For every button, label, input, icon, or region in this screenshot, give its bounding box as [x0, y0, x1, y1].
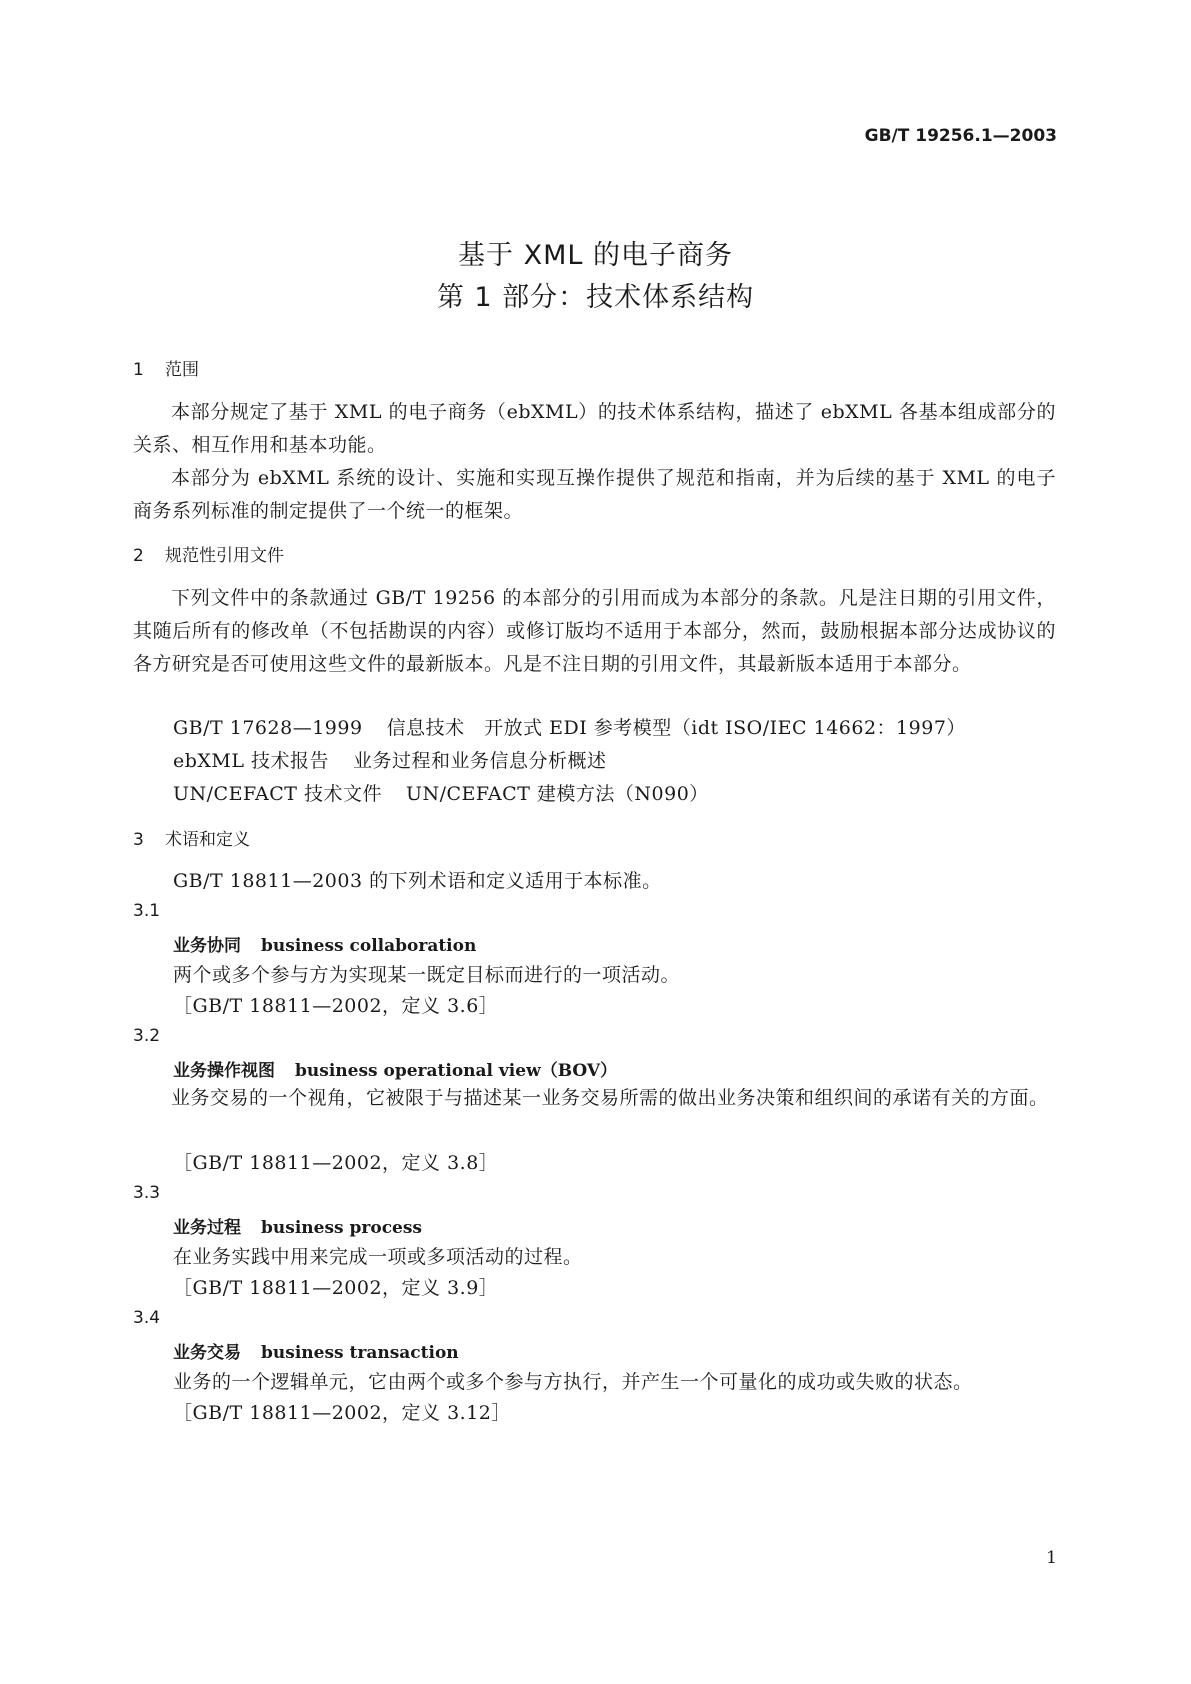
term-heading: [173, 1338, 459, 1363]
term-heading: [173, 1056, 617, 1081]
term-zh: 业务操作视图: [173, 1061, 275, 1081]
term-zh: 业务交易: [173, 1343, 241, 1363]
term-heading: [173, 1213, 422, 1238]
section-2-paragraph-1: 下列文件中的条款通过 GB/T 19256 的本部分的引用而成为本部分的条款。凡是注日期的引用文件，其随后所有的修改单（不包括勘误的内容）或修订版均不适用于本部分，然而，鼓励根据本部分达成协议的各方研究是否可使用这些文件的最新版本。凡是不注日期的引用文件，其最新版本适用于本部分。: [133, 587, 1056, 675]
document-title-line2: 第 1 部分：技术体系结构: [436, 282, 755, 313]
term-number: 3.1: [133, 901, 161, 921]
document-title-line1: 基于 XML 的电子商务: [458, 240, 733, 271]
reference-code: GB/T 17628—1999: [173, 717, 363, 739]
reference-item: [173, 713, 966, 740]
reference-title: UN/CEFACT 建模方法（N090）: [405, 783, 709, 805]
term-definition: 业务的一个逻辑单元，它由两个或多个参与方执行，并产生一个可量化的成功或失败的状态。: [173, 1371, 973, 1393]
section-3-heading: [133, 825, 250, 850]
reference-item: [173, 746, 607, 773]
section-title: 规范性引用文件: [165, 546, 284, 566]
section-title: 范围: [165, 360, 199, 380]
section-number: 2: [133, 546, 144, 566]
reference-title: 信息技术 开放式 EDI 参考模型（idt ISO/IEC 14662：1997）: [386, 717, 966, 739]
term-number: 3.2: [133, 1026, 161, 1046]
section-number: 1: [133, 360, 144, 380]
reference-code: ebXML 技术报告: [173, 750, 330, 772]
reference-item: [173, 779, 709, 806]
term-heading: [173, 931, 476, 956]
term-zh: 业务协同: [173, 936, 241, 956]
reference-code: UN/CEFACT 技术文件: [173, 783, 382, 805]
standard-code: GB/T 19256.1—2003: [864, 126, 1057, 146]
section-3-intro: GB/T 18811—2003 的下列术语和定义适用于本标准。: [173, 870, 662, 892]
term-definition: 两个或多个参与方为实现某一既定目标而进行的一项活动。: [173, 964, 681, 986]
reference-title: 业务过程和业务信息分析概述: [353, 750, 607, 772]
term-source: ［GB/T 18811—2002，定义 3.8］: [173, 1152, 499, 1174]
section-title: 术语和定义: [165, 830, 250, 850]
term-number: 3.3: [133, 1183, 161, 1203]
section-number: 3: [133, 830, 144, 850]
term-definition: 业务交易的一个视角，它被限于与描述某一业务交易所需的做出业务决策和组织间的承诺有关的方面。: [171, 1087, 1049, 1109]
section-2-heading: [133, 541, 284, 566]
term-en: business process: [261, 1218, 423, 1238]
section-1-paragraph-1: 本部分规定了基于 XML 的电子商务（ebXML）的技术体系结构，描述了 ebXML 各基本组成部分的关系、相互作用和基本功能。: [133, 401, 1056, 456]
term-en: business operational view（BOV）: [295, 1061, 618, 1081]
term-source: ［GB/T 18811—2002，定义 3.6］: [173, 995, 499, 1017]
term-definition: 在业务实践中用来完成一项或多项活动的过程。: [173, 1246, 583, 1268]
term-source: ［GB/T 18811—2002，定义 3.12］: [173, 1402, 511, 1424]
term-source: ［GB/T 18811—2002，定义 3.9］: [173, 1277, 499, 1299]
section-1-heading: [133, 355, 199, 380]
term-en: business transaction: [261, 1343, 459, 1363]
term-number: 3.4: [133, 1308, 161, 1328]
term-zh: 业务过程: [173, 1218, 241, 1238]
page-number: 1: [1046, 1548, 1057, 1568]
term-en: business collaboration: [261, 936, 477, 956]
section-1-paragraph-2: 本部分为 ebXML 系统的设计、实施和实现互操作提供了规范和指南，并为后续的基于 XML 的电子商务系列标准的制定提供了一个统一的框架。: [133, 467, 1056, 522]
